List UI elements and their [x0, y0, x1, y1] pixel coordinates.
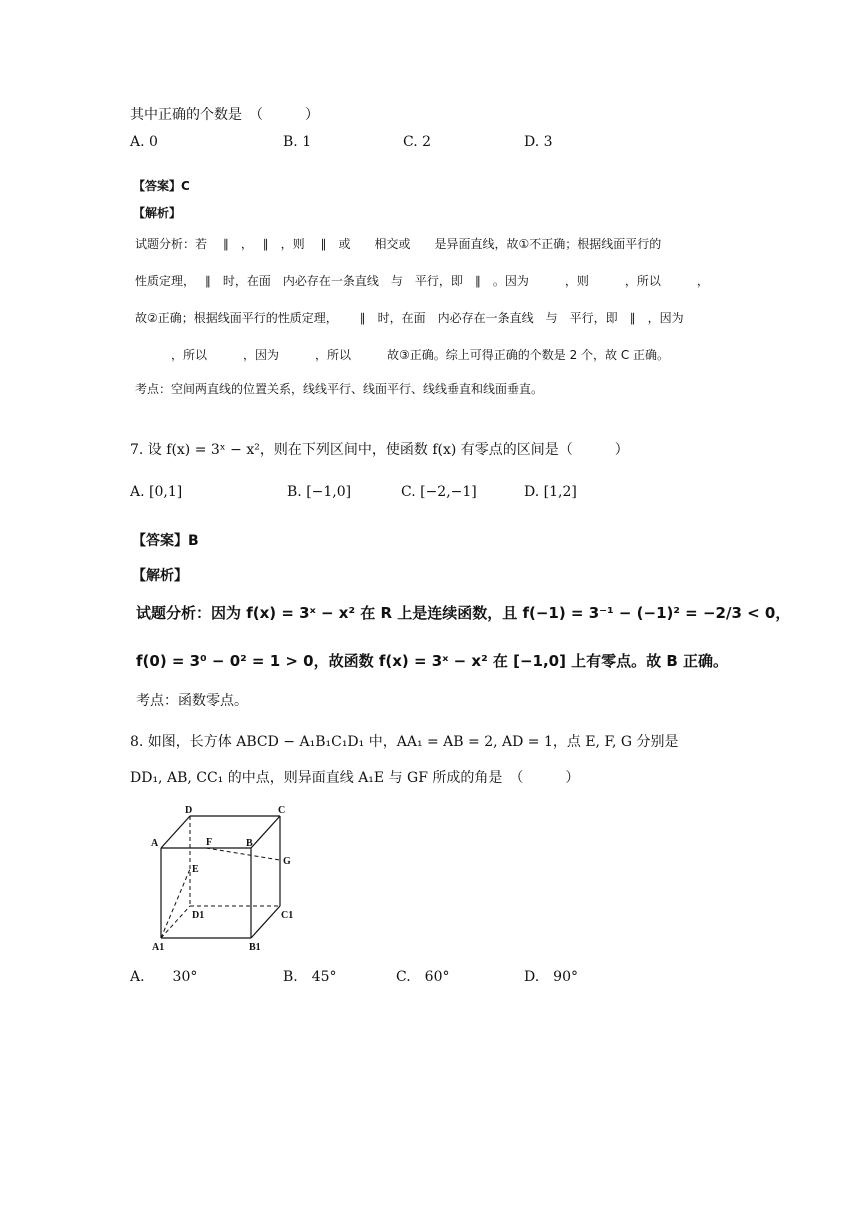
- q7-analysis-label: 【解析】: [132, 568, 188, 584]
- label-g: G: [283, 856, 291, 867]
- q6-answer: 【答案】C: [133, 179, 190, 193]
- q7-kaodian: 考点：函数零点。: [136, 693, 248, 709]
- label-d: D: [185, 806, 193, 816]
- q7-analysis-line: f(0) = 3⁰ − 0² = 1 > 0，故函数 f(x) = 3ˣ − x² 在 [−1,0] 上有零点。故 B 正确。: [136, 652, 729, 670]
- q7-option-c: C. [−2,−1]: [401, 484, 477, 500]
- label-b: B: [246, 838, 253, 849]
- q6-kaodian: 考点：空间两直线的位置关系，线线平行、线面平行、线线垂直和线面垂直。: [135, 382, 544, 396]
- q8-option-c: C. 60°: [396, 969, 450, 985]
- label-d1: D1: [192, 910, 205, 921]
- q6-stem: 其中正确的个数是 （ ）: [130, 107, 319, 123]
- cuboid-figure: [148, 806, 308, 956]
- label-b1: B1: [249, 942, 261, 953]
- q7-option-d: D. [1,2]: [524, 484, 577, 500]
- q7-stem: 7. 设 f(x) = 3ˣ − x²，则在下列区间中，使函数 f(x) 有零点的区间是（ ）: [130, 442, 629, 458]
- q6-analysis-line: 故②正确；根据线面平行的性质定理， ∥ 时，在面 内必存在一条直线 与 平行，即 ∥ ，因为: [135, 311, 684, 325]
- q8-stem-line: DD₁, AB, CC₁ 的中点，则异面直线 A₁E 与 GF 所成的角是 （ ）: [130, 770, 580, 786]
- label-c: C: [278, 806, 286, 816]
- label-f: F: [206, 837, 213, 848]
- q7-answer: 【答案】B: [132, 533, 199, 549]
- q8-option-a: A. 30°: [130, 969, 198, 985]
- q6-option-d: D. 3: [524, 134, 553, 150]
- label-e: E: [192, 864, 199, 875]
- label-a1: A1: [152, 942, 165, 953]
- label-a: A: [151, 838, 159, 849]
- q8-option-b: B. 45°: [283, 969, 337, 985]
- q7-option-a: A. [0,1]: [130, 484, 183, 500]
- q6-analysis-line: ，所以 ，因为 ，所以 故③正确。综上可得正确的个数是 2 个，故 C 正确。: [135, 348, 670, 362]
- q7-option-b: B. [−1,0]: [287, 484, 352, 500]
- q6-option-c: C. 2: [403, 134, 432, 150]
- q6-option-a: A. 0: [130, 134, 158, 150]
- q6-analysis-label: 【解析】: [133, 206, 182, 220]
- q6-option-b: B. 1: [283, 134, 312, 150]
- q8-stem-line: 8. 如图，长方体 ABCD − A₁B₁C₁D₁ 中，AA₁ = AB = 2, AD = 1，点 E, F, G 分别是: [130, 734, 679, 750]
- q7-analysis-line: 试题分析：因为 f(x) = 3ˣ − x² 在 R 上是连续函数，且 f(−1) = 3⁻¹ − (−1)² = −2/3 < 0，: [136, 604, 791, 622]
- q8-option-d: D. 90°: [524, 969, 578, 985]
- q6-analysis-line: 试题分析：若 ∥ ， ∥ ，则 ∥ 或 相交或 是异面直线，故①不正确；根据线面平行的: [135, 237, 662, 251]
- q6-analysis-line: 性质定理， ∥ 时，在面 内必存在一条直线 与 平行，即 ∥ 。因为 ，则 ，所以 ，: [135, 274, 709, 288]
- label-c1: C1: [281, 910, 294, 921]
